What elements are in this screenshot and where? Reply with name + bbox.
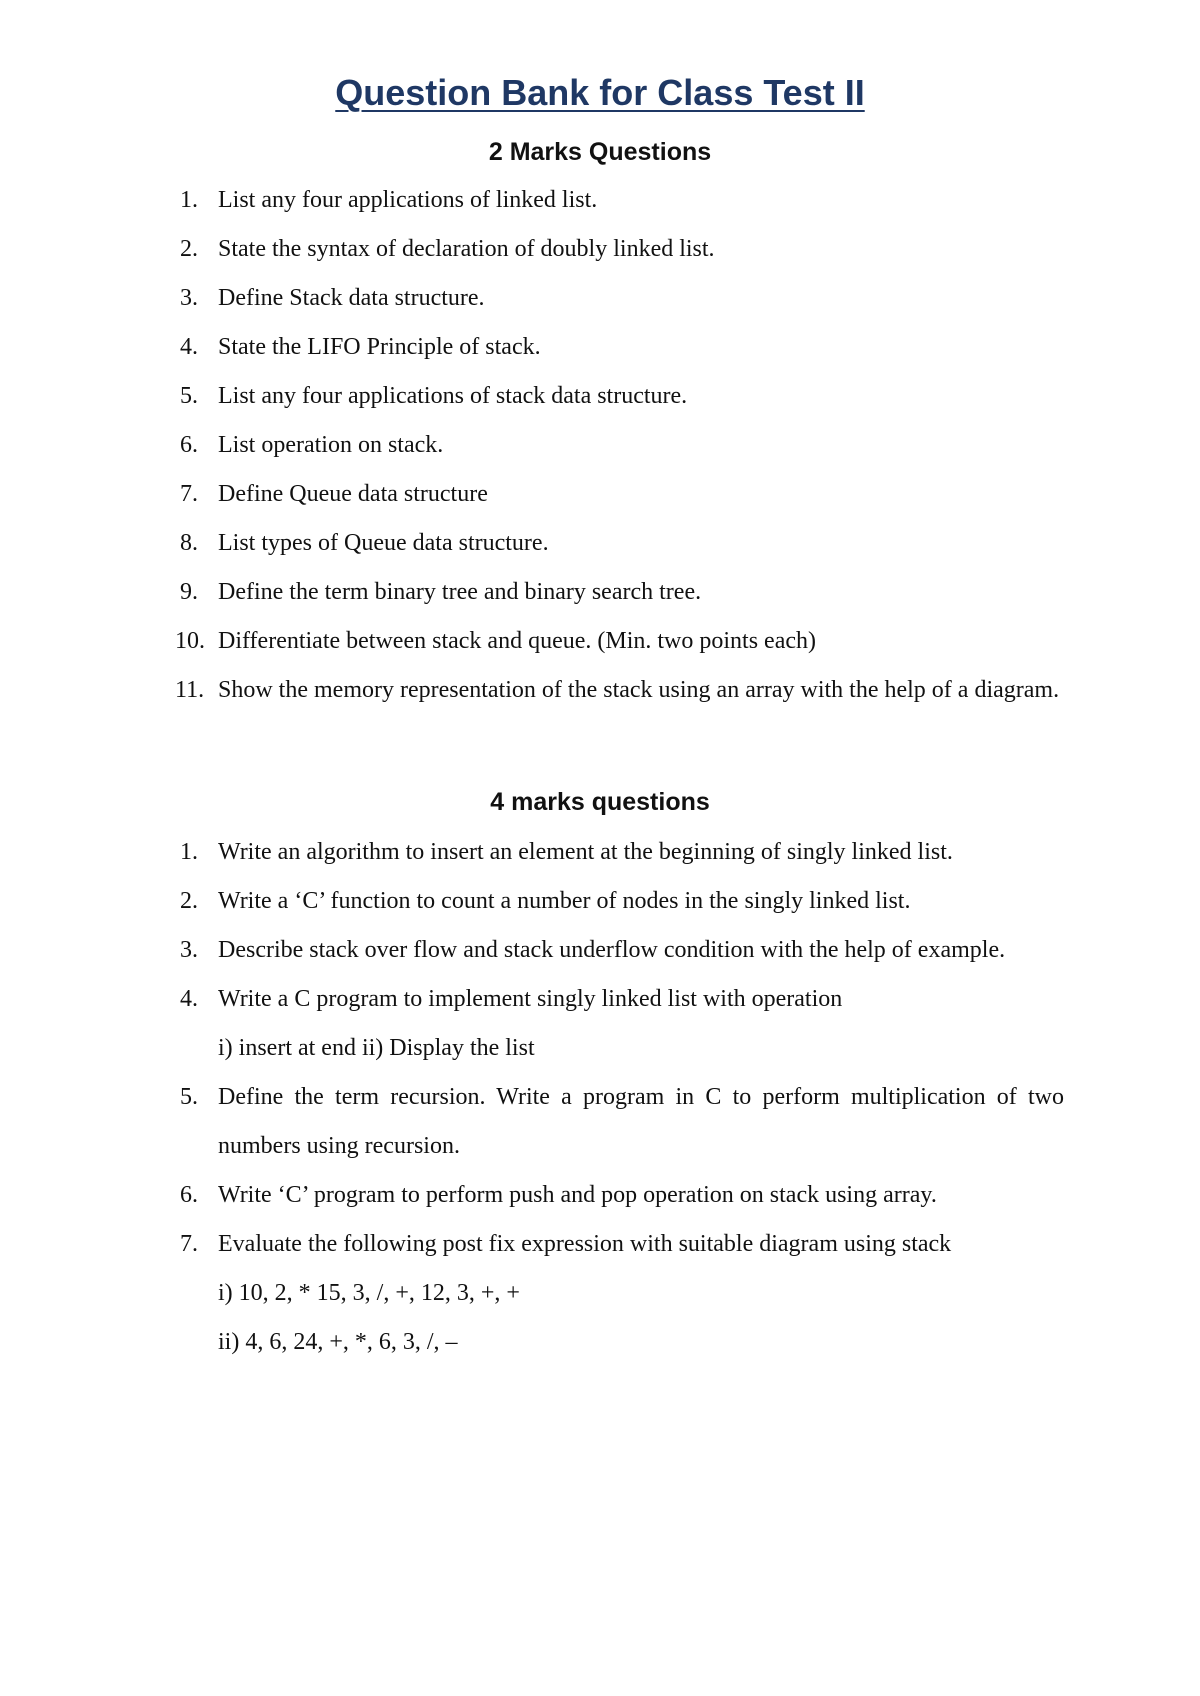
question-number: 2. xyxy=(180,888,198,914)
question-item xyxy=(180,470,1064,519)
question-text: Write an algorithm to insert an element at the beginning of singly linked list. xyxy=(218,839,953,865)
question-item xyxy=(180,877,1064,926)
question-number: 3. xyxy=(180,285,198,311)
question-item xyxy=(180,1171,1064,1220)
question-number: 3. xyxy=(180,937,198,963)
question-number: 5. xyxy=(180,1084,198,1110)
question-text: Define Stack data structure. xyxy=(218,285,485,311)
question-item xyxy=(180,568,1064,617)
question-number: 11. xyxy=(175,677,205,703)
document-title: Question Bank for Class Test II xyxy=(335,72,865,113)
question-text: State the LIFO Principle of stack. xyxy=(218,334,541,360)
question-number: 10. xyxy=(175,628,205,654)
question-number: 6. xyxy=(180,432,198,458)
question-item xyxy=(180,926,1064,975)
question-number: 1. xyxy=(180,187,198,213)
question-text: Show the memory representation of the stack using an array with the help of a diagram. xyxy=(218,677,1060,703)
question-item xyxy=(180,421,1064,470)
question-text: Define Queue data structure xyxy=(218,481,488,507)
question-text: Write ‘C’ program to perform push and pop operation on stack using array. xyxy=(218,1182,937,1208)
question-number: 6. xyxy=(180,1182,198,1208)
question-text: List any four applications of stack data structure. xyxy=(218,383,688,409)
question-item xyxy=(180,519,1064,568)
question-text: Differentiate between stack and queue. (Min. two points each) xyxy=(218,628,817,654)
question-text: Evaluate the following post fix expression with suitable diagram using stack xyxy=(218,1231,952,1257)
question-number: 4. xyxy=(180,986,198,1012)
question-text: List types of Queue data structure. xyxy=(218,530,549,556)
question-text: Describe stack over flow and stack underflow condition with the help of example. xyxy=(218,937,1006,963)
question-list-2-marks xyxy=(175,176,1064,715)
question-item xyxy=(180,176,1064,225)
question-item xyxy=(180,323,1064,372)
question-item xyxy=(175,666,1064,715)
question-text: List any four applications of linked list. xyxy=(218,187,598,213)
question-number: 7. xyxy=(180,1231,198,1257)
section-heading-4-marks: 4 marks questions xyxy=(490,788,710,816)
question-number: 2. xyxy=(180,236,198,262)
question-text: Write a C program to implement singly linked list with operation xyxy=(218,986,843,1012)
question-text: Define the term binary tree and binary search tree. xyxy=(218,579,702,605)
section-heading-2-marks: 2 Marks Questions xyxy=(488,138,712,166)
question-item xyxy=(180,274,1064,323)
question-item xyxy=(180,1073,1064,1171)
question-subline: i) 10, 2, * 15, 3, /, +, 12, 3, +, + xyxy=(218,1280,520,1306)
question-subline: ii) 4, 6, 24, +, *, 6, 3, /, – xyxy=(218,1329,458,1355)
question-text: Write a ‘C’ function to count a number of nodes in the singly linked list. xyxy=(218,888,911,914)
question-item xyxy=(180,828,1064,877)
question-item xyxy=(180,372,1064,421)
question-text: Define the term recursion. Write a program in C to perform multiplication of two numbers using recursion. xyxy=(218,1084,1064,1159)
question-number: 7. xyxy=(180,481,198,507)
question-item xyxy=(180,1220,1064,1367)
question-item xyxy=(180,225,1064,274)
question-list-4-marks xyxy=(180,828,1064,1367)
question-number: 4. xyxy=(180,334,198,360)
question-subline: i) insert at end ii) Display the list xyxy=(218,1035,535,1061)
question-item xyxy=(175,617,1064,666)
question-number: 9. xyxy=(180,579,198,605)
question-text: List operation on stack. xyxy=(218,432,444,458)
question-number: 8. xyxy=(180,530,198,556)
question-number: 1. xyxy=(180,839,198,865)
question-item xyxy=(180,975,1064,1073)
question-text: State the syntax of declaration of doubly linked list. xyxy=(218,236,715,262)
question-number: 5. xyxy=(180,383,198,409)
